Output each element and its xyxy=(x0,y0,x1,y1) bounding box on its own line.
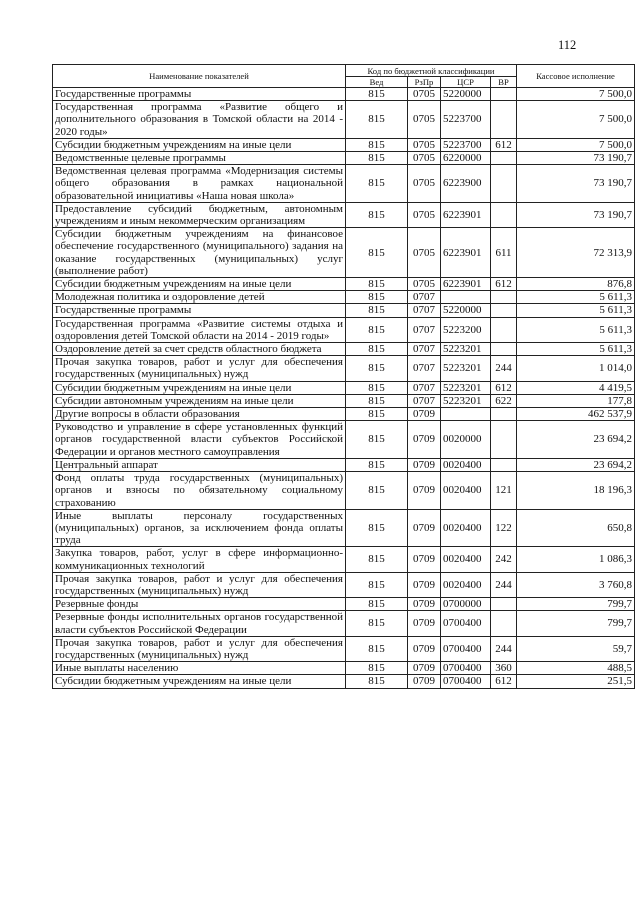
cell-amount: 5 611,3 xyxy=(517,304,635,317)
cell-csr: 5223201 xyxy=(441,343,491,356)
cell-vr: 360 xyxy=(491,662,517,675)
cell-amount: 799,7 xyxy=(517,611,635,636)
cell-rzpr: 0709 xyxy=(408,636,441,661)
table-row xyxy=(53,202,635,227)
cell-csr: 0020400 xyxy=(441,509,491,547)
cell-rzpr: 0709 xyxy=(408,472,441,510)
cell-ved: 815 xyxy=(346,138,408,151)
cell-amount: 23 694,2 xyxy=(517,458,635,471)
cell-name: Субсидии бюджетным учреждениям на финансовое обеспечение государственного (муниципального) задания на оказание государственных (муниципальных) услуг (выполнение работ) xyxy=(53,228,346,278)
cell-csr: 6223901 xyxy=(441,228,491,278)
cell-vr xyxy=(491,598,517,611)
cell-csr: 0700400 xyxy=(441,611,491,636)
header-code-group: Код по бюджетной классификации xyxy=(346,65,517,77)
cell-csr: 0020400 xyxy=(441,547,491,572)
cell-ved: 815 xyxy=(346,611,408,636)
cell-ved: 815 xyxy=(346,165,408,203)
cell-vr xyxy=(491,101,517,139)
cell-name: Государственная программа «Развитие системы отдыха и оздоровления детей Томской области на 2014 - 2019 годы» xyxy=(53,317,346,342)
cell-name: Прочая закупка товаров, работ и услуг для обеспечения государственных (муниципальных) нужд xyxy=(53,356,346,381)
cell-amount: 18 196,3 xyxy=(517,472,635,510)
cell-vr xyxy=(491,152,517,165)
cell-amount: 73 190,7 xyxy=(517,152,635,165)
cell-vr xyxy=(491,202,517,227)
table-row xyxy=(53,408,635,421)
cell-rzpr: 0705 xyxy=(408,88,441,101)
cell-ved: 815 xyxy=(346,675,408,688)
cell-vr xyxy=(491,611,517,636)
page-number: 112 xyxy=(558,38,577,52)
cell-name: Государственные программы xyxy=(53,304,346,317)
table-row xyxy=(53,304,635,317)
cell-amount: 5 611,3 xyxy=(517,343,635,356)
cell-rzpr: 0709 xyxy=(408,408,441,421)
cell-name: Субсидии бюджетным учреждениям на иные цели xyxy=(53,138,346,151)
cell-amount: 23 694,2 xyxy=(517,421,635,459)
cell-ved: 815 xyxy=(346,381,408,394)
table-row xyxy=(53,636,635,661)
cell-csr: 5220000 xyxy=(441,304,491,317)
cell-ved: 815 xyxy=(346,394,408,407)
cell-rzpr: 0705 xyxy=(408,278,441,291)
cell-amount: 73 190,7 xyxy=(517,202,635,227)
cell-ved: 815 xyxy=(346,636,408,661)
cell-amount: 1 086,3 xyxy=(517,547,635,572)
header-vr: ВР xyxy=(491,77,517,88)
cell-csr: 6223901 xyxy=(441,278,491,291)
cell-ved: 815 xyxy=(346,88,408,101)
cell-csr: 5223201 xyxy=(441,381,491,394)
cell-vr: 244 xyxy=(491,572,517,597)
table-row xyxy=(53,509,635,547)
cell-rzpr: 0705 xyxy=(408,152,441,165)
cell-csr: 0700000 xyxy=(441,598,491,611)
cell-csr: 6223901 xyxy=(441,202,491,227)
cell-ved: 815 xyxy=(346,598,408,611)
cell-vr xyxy=(491,458,517,471)
cell-amount: 251,5 xyxy=(517,675,635,688)
cell-vr: 612 xyxy=(491,138,517,151)
cell-csr: 0700400 xyxy=(441,675,491,688)
cell-name: Государственные программы xyxy=(53,88,346,101)
cell-vr xyxy=(491,343,517,356)
cell-rzpr: 0709 xyxy=(408,421,441,459)
cell-name: Субсидии автономным учреждениям на иные цели xyxy=(53,394,346,407)
cell-vr xyxy=(491,317,517,342)
table-row xyxy=(53,228,635,278)
cell-ved: 815 xyxy=(346,278,408,291)
cell-rzpr: 0707 xyxy=(408,343,441,356)
cell-name: Другие вопросы в области образования xyxy=(53,408,346,421)
header-name: Наименование показателей xyxy=(53,65,346,88)
cell-rzpr: 0707 xyxy=(408,394,441,407)
cell-rzpr: 0709 xyxy=(408,675,441,688)
cell-csr: 0700400 xyxy=(441,636,491,661)
table-row xyxy=(53,138,635,151)
table-row xyxy=(53,291,635,304)
table-header xyxy=(53,65,635,88)
cell-rzpr: 0705 xyxy=(408,101,441,139)
cell-rzpr: 0709 xyxy=(408,458,441,471)
cell-ved: 815 xyxy=(346,472,408,510)
cell-rzpr: 0709 xyxy=(408,572,441,597)
cell-name: Предоставление субсидий бюджетным, автономным учреждениям и иным некоммерческим организациям xyxy=(53,202,346,227)
cell-name: Руководство и управление в сфере установленных функций органов государственной власти субъектов Российской Федерации и органов местного самоуправления xyxy=(53,421,346,459)
cell-csr: 0020400 xyxy=(441,472,491,510)
table-row xyxy=(53,317,635,342)
cell-name: Субсидии бюджетным учреждениям на иные цели xyxy=(53,278,346,291)
table-row xyxy=(53,152,635,165)
cell-csr xyxy=(441,408,491,421)
cell-amount: 1 014,0 xyxy=(517,356,635,381)
cell-rzpr: 0707 xyxy=(408,356,441,381)
cell-csr: 5223201 xyxy=(441,356,491,381)
cell-ved: 815 xyxy=(346,458,408,471)
cell-ved: 815 xyxy=(346,408,408,421)
cell-vr: 611 xyxy=(491,228,517,278)
table-row xyxy=(53,662,635,675)
cell-name: Государственная программа «Развитие общего и дополнительного образования в Томской области на 2014 - 2020 годы» xyxy=(53,101,346,139)
table-row xyxy=(53,381,635,394)
cell-rzpr: 0707 xyxy=(408,304,441,317)
cell-name: Субсидии бюджетным учреждениям на иные цели xyxy=(53,381,346,394)
cell-amount: 7 500,0 xyxy=(517,138,635,151)
table-row xyxy=(53,611,635,636)
cell-vr xyxy=(491,291,517,304)
cell-name: Закупка товаров, работ, услуг в сфере информационно-коммуникационных технологий xyxy=(53,547,346,572)
cell-vr: 122 xyxy=(491,509,517,547)
cell-ved: 815 xyxy=(346,304,408,317)
cell-ved: 815 xyxy=(346,228,408,278)
cell-csr: 5223700 xyxy=(441,101,491,139)
cell-rzpr: 0709 xyxy=(408,509,441,547)
cell-rzpr: 0707 xyxy=(408,291,441,304)
cell-name: Ведомственные целевые программы xyxy=(53,152,346,165)
cell-vr xyxy=(491,421,517,459)
cell-ved: 815 xyxy=(346,202,408,227)
cell-csr: 5223200 xyxy=(441,317,491,342)
cell-amount: 462 537,9 xyxy=(517,408,635,421)
cell-csr: 0700400 xyxy=(441,662,491,675)
cell-amount: 59,7 xyxy=(517,636,635,661)
cell-name: Ведомственная целевая программа «Модернизация системы общего образования в рамках национальной образовательной инициативы «Наша новая школа» xyxy=(53,165,346,203)
cell-amount: 7 500,0 xyxy=(517,88,635,101)
table-row xyxy=(53,343,635,356)
table-row xyxy=(53,356,635,381)
cell-amount: 488,5 xyxy=(517,662,635,675)
table-row xyxy=(53,572,635,597)
header-ved: Вед xyxy=(346,77,408,88)
cell-vr: 612 xyxy=(491,675,517,688)
cell-rzpr: 0705 xyxy=(408,138,441,151)
table-row xyxy=(53,598,635,611)
header-amount: Кассовое исполнение xyxy=(517,65,635,88)
cell-amount: 799,7 xyxy=(517,598,635,611)
table-row xyxy=(53,547,635,572)
cell-vr xyxy=(491,408,517,421)
cell-vr: 612 xyxy=(491,278,517,291)
cell-csr: 6223900 xyxy=(441,165,491,203)
cell-rzpr: 0705 xyxy=(408,202,441,227)
table-row xyxy=(53,165,635,203)
cell-vr xyxy=(491,304,517,317)
cell-csr: 5223201 xyxy=(441,394,491,407)
cell-ved: 815 xyxy=(346,509,408,547)
cell-name: Оздоровление детей за счет средств областного бюджета xyxy=(53,343,346,356)
table-body xyxy=(53,88,635,689)
cell-ved: 815 xyxy=(346,101,408,139)
cell-csr xyxy=(441,291,491,304)
table-row xyxy=(53,278,635,291)
cell-name: Иные выплаты населению xyxy=(53,662,346,675)
table-row xyxy=(53,472,635,510)
cell-name: Резервные фонды xyxy=(53,598,346,611)
table-row xyxy=(53,88,635,101)
cell-rzpr: 0709 xyxy=(408,547,441,572)
cell-rzpr: 0709 xyxy=(408,598,441,611)
cell-vr: 244 xyxy=(491,636,517,661)
cell-vr: 244 xyxy=(491,356,517,381)
table-row xyxy=(53,394,635,407)
cell-vr: 622 xyxy=(491,394,517,407)
cell-amount: 177,8 xyxy=(517,394,635,407)
cell-rzpr: 0707 xyxy=(408,317,441,342)
cell-csr: 0020400 xyxy=(441,458,491,471)
cell-vr: 242 xyxy=(491,547,517,572)
cell-ved: 815 xyxy=(346,356,408,381)
header-rzpr: РзПр xyxy=(408,77,441,88)
cell-ved: 815 xyxy=(346,572,408,597)
cell-rzpr: 0705 xyxy=(408,228,441,278)
budget-table xyxy=(52,64,635,689)
cell-vr: 121 xyxy=(491,472,517,510)
cell-vr xyxy=(491,88,517,101)
cell-csr: 5223700 xyxy=(441,138,491,151)
cell-amount: 650,8 xyxy=(517,509,635,547)
cell-vr: 612 xyxy=(491,381,517,394)
cell-vr xyxy=(491,165,517,203)
cell-ved: 815 xyxy=(346,547,408,572)
table-row xyxy=(53,421,635,459)
cell-amount: 5 611,3 xyxy=(517,291,635,304)
cell-ved: 815 xyxy=(346,421,408,459)
cell-rzpr: 0709 xyxy=(408,662,441,675)
cell-name: Резервные фонды исполнительных органов государственной власти субъектов Российской Федерации xyxy=(53,611,346,636)
cell-name: Прочая закупка товаров, работ и услуг для обеспечения государственных (муниципальных) нужд xyxy=(53,572,346,597)
cell-name: Иные выплаты персоналу государственных (муниципальных) органов, за исключением фонда оплаты труда xyxy=(53,509,346,547)
cell-csr: 0020000 xyxy=(441,421,491,459)
cell-name: Фонд оплаты труда государственных (муниципальных) органов и взносы по обязательному социальному страхованию xyxy=(53,472,346,510)
cell-ved: 815 xyxy=(346,317,408,342)
cell-rzpr: 0709 xyxy=(408,611,441,636)
cell-name: Прочая закупка товаров, работ и услуг для обеспечения государственных (муниципальных) нужд xyxy=(53,636,346,661)
table-row xyxy=(53,675,635,688)
cell-amount: 7 500,0 xyxy=(517,101,635,139)
cell-ved: 815 xyxy=(346,343,408,356)
cell-amount: 5 611,3 xyxy=(517,317,635,342)
cell-rzpr: 0707 xyxy=(408,381,441,394)
cell-name: Субсидии бюджетным учреждениям на иные цели xyxy=(53,675,346,688)
cell-ved: 815 xyxy=(346,662,408,675)
table-row xyxy=(53,101,635,139)
cell-ved: 815 xyxy=(346,291,408,304)
cell-amount: 876,8 xyxy=(517,278,635,291)
cell-csr: 6220000 xyxy=(441,152,491,165)
cell-amount: 4 419,5 xyxy=(517,381,635,394)
cell-ved: 815 xyxy=(346,152,408,165)
cell-amount: 3 760,8 xyxy=(517,572,635,597)
cell-csr: 5220000 xyxy=(441,88,491,101)
cell-amount: 72 313,9 xyxy=(517,228,635,278)
cell-name: Центральный аппарат xyxy=(53,458,346,471)
cell-amount: 73 190,7 xyxy=(517,165,635,203)
cell-name: Молодежная политика и оздоровление детей xyxy=(53,291,346,304)
cell-csr: 0020400 xyxy=(441,572,491,597)
header-csr: ЦСР xyxy=(441,77,491,88)
table-row xyxy=(53,458,635,471)
cell-rzpr: 0705 xyxy=(408,165,441,203)
